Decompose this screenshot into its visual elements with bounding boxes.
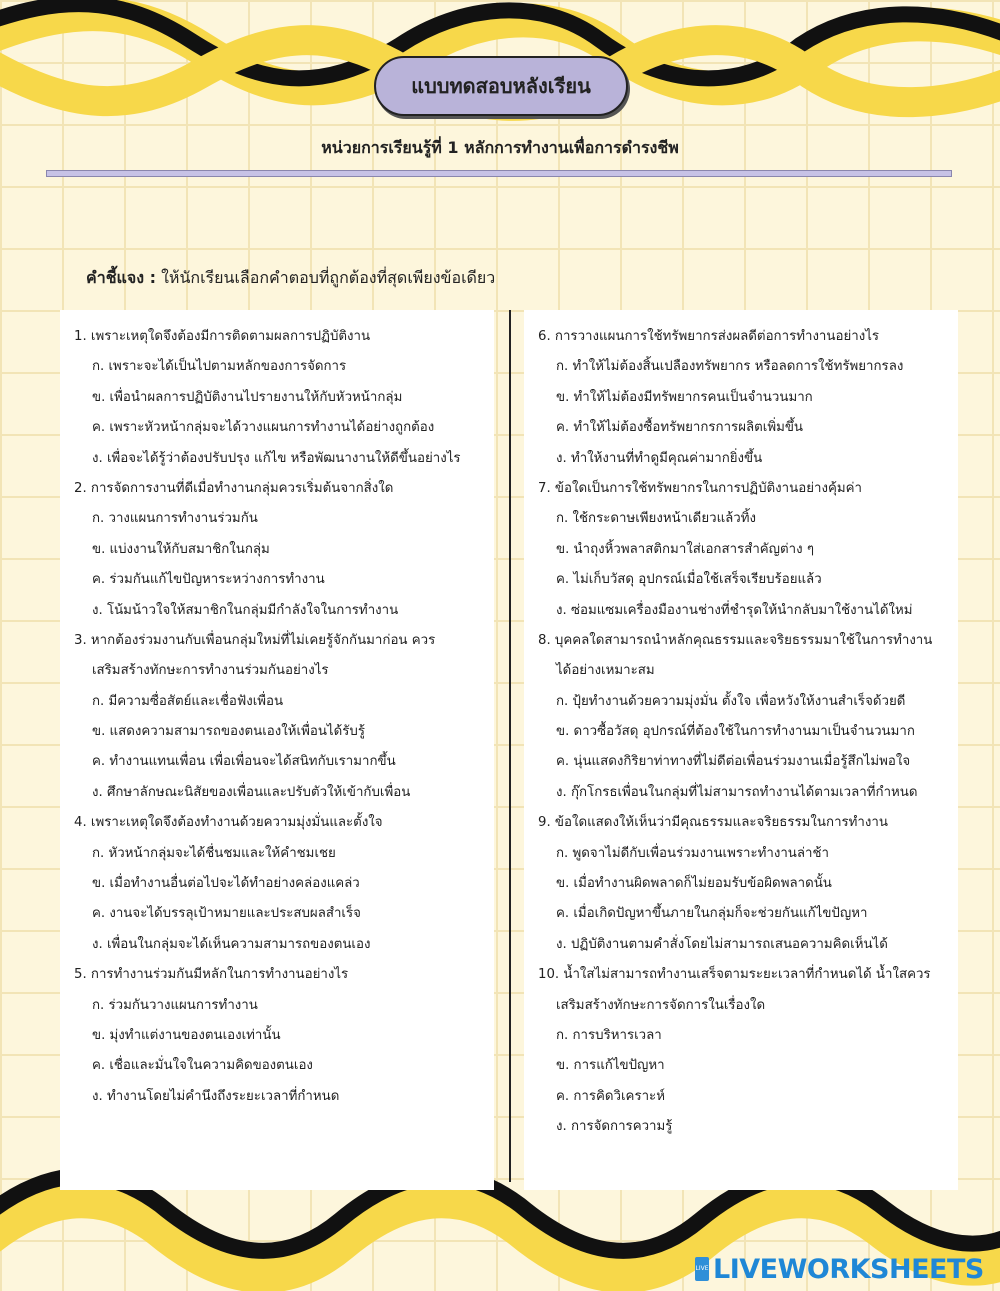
answer-option[interactable]: ก. หัวหน้ากลุ่มจะได้ชื่นชมและให้คำชมเชย (92, 845, 336, 861)
questions-left-panel (60, 310, 494, 1190)
questions-right-panel (524, 310, 958, 1190)
answer-option[interactable]: ก. พูดจาไม่ดีกับเพื่อนร่วมงานเพราะทำงานล่าช้า (556, 845, 829, 861)
answer-option[interactable]: ง. ศึกษาลักษณะนิสัยของเพื่อนและปรับตัวให้เข้ากับเพื่อน (92, 784, 411, 800)
header-divider (46, 170, 952, 177)
answer-option[interactable]: ค. เพราะหัวหน้ากลุ่มจะได้วางแผนการทำงานได้อย่างถูกต้อง (92, 420, 435, 436)
answer-option[interactable]: ง. เพื่อจะได้รู้ว่าต้องปรับปรุง แก้ไข หรือพัฒนางานให้ดีขึ้นอย่างไร (92, 450, 461, 466)
answer-option[interactable]: ง. การจัดการความรู้ (556, 1119, 673, 1135)
answer-option[interactable]: ข. แสดงความสามารถของตนเองให้เพื่อนได้รับรู้ (92, 724, 365, 740)
question-text-continued: เสริมสร้างทักษะการทำงานร่วมกันอย่างไร (92, 663, 329, 679)
question-text-continued: ได้อย่างเหมาะสม (556, 663, 655, 679)
answer-option[interactable]: ก. ทำให้ไม่ต้องสิ้นเปลืองทรัพยากร หรือลดการใช้ทรัพยากรลง (556, 359, 904, 375)
question-text: 4. เพราะเหตุใดจึงต้องทำงานด้วยความมุ่งมั่นและตั้งใจ (74, 815, 383, 831)
answer-option[interactable]: ค. ไม่เก็บวัสดุ อุปกรณ์เมื่อใช้เสร็จเรียบร้อยแล้ว (556, 572, 822, 588)
answer-option[interactable]: ข. เมื่อทำงานอื่นต่อไปจะได้ทำอย่างคล่องแคล่ว (92, 876, 360, 892)
answer-option[interactable]: ก. ปุ้ยทำงานด้วยความมุ่งมั่น ตั้งใจ เพื่อหวังให้งานสำเร็จด้วยดี (556, 693, 906, 709)
logo-mark-icon: LIVE (695, 1257, 709, 1281)
answer-option[interactable]: ข. เมื่อทำงานผิดพลาดก็ไม่ยอมรับข้อผิดพลาดนั้น (556, 876, 832, 892)
instruction-label: คำชี้แจง : (86, 268, 157, 287)
question-text: 5. การทำงานร่วมกันมีหลักในการทำงานอย่างไร (74, 967, 349, 983)
answer-option[interactable]: ค. ร่วมกันแก้ไขปัญหาระหว่างการทำงาน (92, 572, 325, 588)
answer-option[interactable]: ก. เพราะจะได้เป็นไปตามหลักของการจัดการ (92, 359, 347, 375)
answer-option[interactable]: ข. แบ่งงานให้กับสมาชิกในกลุ่ม (92, 541, 270, 557)
answer-option[interactable]: ค. เชื่อและมั่นใจในความคิดของตนเอง (92, 1058, 313, 1074)
answer-option[interactable]: ค. การคิดวิเคราะห์ (556, 1088, 665, 1104)
answer-option[interactable]: ง. ปฏิบัติงานตามคำสั่งโดยไม่สามารถเสนอความคิดเห็นได้ (556, 936, 888, 952)
answer-option[interactable]: ข. นำถุงหิ้วพลาสติกมาใส่เอกสารสำคัญต่าง ๆ (556, 541, 814, 557)
logo-text: LIVEWORKSHEETS (713, 1253, 984, 1285)
answer-option[interactable]: ก. การบริหารเวลา (556, 1027, 662, 1043)
answer-option[interactable]: ข. มุ่งทำแต่งานของตนเองเท่านั้น (92, 1027, 281, 1043)
questions-left-column (74, 322, 490, 1112)
answer-option[interactable]: ข. ทำให้ไม่ต้องมีทรัพยากรคนเป็นจำนวนมาก (556, 389, 813, 405)
answer-option[interactable]: ค. เมื่อเกิดปัญหาขึ้นภายในกลุ่มก็จะช่วยกันแก้ไขปัญหา (556, 906, 868, 922)
question-text: 9. ข้อใดแสดงให้เห็นว่ามีคุณธรรมและจริยธรรมในการทำงาน (538, 815, 888, 831)
answer-option[interactable]: ข. เพื่อนำผลการปฏิบัติงานไปรายงานให้กับหัวหน้ากลุ่ม (92, 389, 403, 405)
question-text-continued: เสริมสร้างทักษะการจัดการในเรื่องใด (556, 997, 766, 1013)
answer-option[interactable]: ค. ทำให้ไม่ต้องซื้อทรัพยากรการผลิตเพิ่มขึ้น (556, 420, 804, 436)
page-title: แบบทดสอบหลังเรียน (374, 56, 628, 116)
answer-option[interactable]: ค. นุ่นแสดงกิริยาท่าทางที่ไม่ดีต่อเพื่อนร่วมงานเมื่อรู้สึกไม่พอใจ (556, 754, 911, 770)
answer-option[interactable]: ง. ทำงานโดยไม่คำนึงถึงระยะเวลาที่กำหนด (92, 1088, 340, 1104)
answer-option[interactable]: ค. งานจะได้บรรลุเป้าหมายและประสบผลสำเร็จ (92, 906, 361, 922)
answer-option[interactable]: ข. ดาวซื้อวัสดุ อุปกรณ์ที่ต้องใช้ในการทำงานมาเป็นจำนวนมาก (556, 724, 915, 740)
answer-option[interactable]: ก. ร่วมกันวางแผนการทำงาน (92, 997, 258, 1013)
question-text: 1. เพราะเหตุใดจึงต้องมีการติดตามผลการปฏิบัติงาน (74, 329, 371, 344)
instruction (86, 266, 495, 291)
answer-option[interactable]: ก. ใช้กระดาษเพียงหน้าเดียวแล้วทิ้ง (556, 511, 757, 527)
question-text: 8. บุคคลใดสามารถนำหลักคุณธรรมและจริยธรรมมาใช้ในการทำงาน (538, 632, 933, 648)
question-text: 2. การจัดการงานที่ดีเมื่อทำงานกลุ่มควรเริ่มต้นจากสิ่งใด (74, 480, 394, 496)
answer-option[interactable]: ค. ทำงานแทนเพื่อน เพื่อเพื่อนจะได้สนิทกับเรามากขึ้น (92, 754, 396, 770)
answer-option[interactable]: ง. ซ่อมแซมเครื่องมืองานช่างที่ชำรุดให้นำกลับมาใช้งานได้ใหม่ (556, 602, 913, 618)
unit-subtitle: หน่วยการเรียนรู้ที่ 1 หลักการทำงานเพื่อการดำรงชีพ (321, 138, 679, 157)
column-divider (509, 310, 511, 1182)
question-text: 7. ข้อใดเป็นการใช้ทรัพยากรในการปฏิบัติงานอย่างคุ้มค่า (538, 480, 862, 496)
answer-option[interactable]: ง. เพื่อนในกลุ่มจะได้เห็นความสามารถของตนเอง (92, 936, 371, 952)
question-text: 3. หากต้องร่วมงานกับเพื่อนกลุ่มใหม่ที่ไม่เคยรู้จักกันมาก่อน ควร (74, 632, 436, 648)
answer-option[interactable]: ง. โน้มน้าวใจให้สมาชิกในกลุ่มมีกำลังใจในการทำงาน (92, 602, 399, 618)
question-text: 6. การวางแผนการใช้ทรัพยากรส่งผลดีต่อการทำงานอย่างไร (538, 329, 880, 344)
instruction-text: ให้นักเรียนเลือกคำตอบที่ถูกต้องที่สุดเพียงข้อเดียว (156, 268, 496, 287)
answer-option[interactable]: ก. มีความซื่อสัตย์และเชื่อฟังเพื่อน (92, 693, 284, 709)
liveworksheets-logo[interactable] (695, 1254, 984, 1284)
question-text: 10. น้ำใสไม่สามารถทำงานเสร็จตามระยะเวลาที่กำหนดได้ น้ำใสควร (538, 967, 931, 983)
answer-option[interactable]: ข. การแก้ไขปัญหา (556, 1058, 665, 1074)
answer-option[interactable]: ก. วางแผนการทำงานร่วมกัน (92, 511, 258, 527)
questions-right-column (538, 322, 954, 1143)
answer-option[interactable]: ง. ทำให้งานที่ทำดูมีคุณค่ามากยิ่งขึ้น (556, 450, 763, 466)
answer-option[interactable]: ง. กุ๊กโกรธเพื่อนในกลุ่มที่ไม่สามารถทำงานได้ตามเวลาที่กำหนด (556, 784, 918, 800)
